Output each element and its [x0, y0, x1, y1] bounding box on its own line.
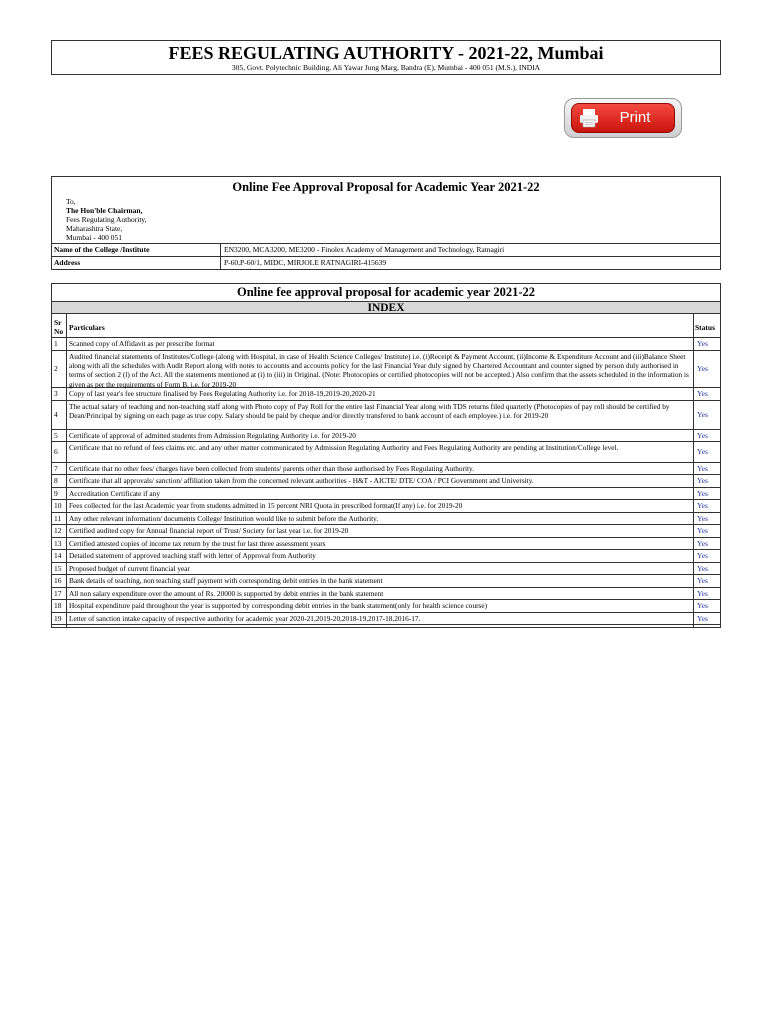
table-row [52, 513, 720, 526]
row-status-link[interactable]: Yes [697, 576, 708, 586]
row-number: 13 [54, 538, 62, 548]
row-particulars: Accreditation Certificate if any [69, 488, 160, 498]
col-sr-header: Sr No [54, 318, 64, 336]
printer-icon [578, 107, 600, 129]
row-number: 19 [54, 613, 62, 623]
row-particulars: Proposed budget of current financial year [69, 563, 190, 573]
row-number: 12 [54, 526, 62, 536]
index-band-label: INDEX [367, 302, 405, 314]
row-number: 6 [54, 447, 58, 457]
row-status-link[interactable]: Yes [697, 430, 708, 440]
row-status-link[interactable]: Yes [697, 601, 708, 611]
table-row [52, 613, 720, 626]
row-status-link[interactable]: Yes [697, 339, 708, 349]
header-box [51, 40, 721, 75]
to-line: Mumbai - 400 051 [66, 233, 123, 242]
row-status-link[interactable]: Yes [697, 613, 708, 623]
row-number: 10 [54, 501, 62, 511]
row-number: 16 [54, 576, 62, 586]
college-row [52, 243, 720, 256]
table-row [52, 463, 720, 476]
row-number: 14 [54, 551, 62, 561]
row-number: 7 [54, 463, 58, 473]
to-line: The Hon'ble Chairman, [66, 206, 143, 215]
row-status-link[interactable]: Yes [697, 538, 708, 548]
table-row [52, 488, 720, 501]
index-title: Online fee approval proposal for academic year 2021-22 [236, 285, 536, 299]
row-number: 18 [54, 601, 62, 611]
address-value: P-60,P-60/1, MIDC, MIRJOLE RATNAGIRI-415639 [224, 258, 387, 267]
row-particulars: Certificate that all approvals/ sanction/ affiliation taken from the concerned relevant authorities - H&T - AICTE/ DTE/ COA / PCI Government and University. [69, 476, 534, 486]
table-row [52, 351, 720, 389]
table-row [52, 338, 720, 351]
row-number: 15 [54, 563, 62, 573]
row-number: 11 [54, 513, 62, 523]
authority-address: 305, Govt. Polytechnic Building, Ali Yawar Jung Marg, Bandra (E), Mumbai - 400 051 (M.S.), INDIA [231, 63, 541, 72]
table-row [52, 401, 720, 430]
col-particulars-header: Particulars [69, 323, 105, 332]
to-line: Maharashtra State, [66, 224, 123, 233]
proposal-title: Online Fee Approval Proposal for Academic Year 2021-22 [232, 180, 540, 194]
row-status-link[interactable]: Yes [697, 501, 708, 511]
row-number: 2 [54, 364, 58, 374]
row-status-link[interactable]: Yes [697, 447, 708, 457]
table-row [52, 388, 720, 401]
table-header-row [52, 314, 720, 338]
divider [220, 257, 221, 270]
page-title: FEES REGULATING AUTHORITY - 2021-22, Mumbai [168, 43, 604, 63]
to-line: To, [66, 197, 76, 206]
row-particulars: Fees collected for the last Academic year from students admitted in 15 percent NRI Quota in prescribed format(If any) i.e. for 2019-20 [69, 501, 463, 511]
row-particulars: Detailed statement of approved teaching staff with letter of Approval from Authority [69, 551, 316, 561]
index-table [51, 283, 721, 628]
row-particulars: Certificate that no other fees/ charges have been collected from students/ parents other than those authorised by Fees Regulating Authority. [69, 463, 475, 473]
address-row [52, 256, 720, 269]
row-status-link[interactable]: Yes [697, 364, 708, 374]
table-row [52, 430, 720, 443]
row-number: 8 [54, 476, 58, 486]
row-particulars: Certificate of approval of admitted students from Admission Regulating Authority i.e. for 2019-20 [69, 430, 356, 440]
row-status-link[interactable]: Yes [697, 551, 708, 561]
row-particulars: Certified audited copy for Annual financial report of Trust/ Society for last year i.e. for 2019-20 [69, 526, 349, 536]
college-value: EN3200, MCA3200, ME3200 - Finolex Academy of Management and Technology, Ratnagiri [224, 245, 505, 254]
row-number: 5 [54, 430, 58, 440]
row-status-link[interactable]: Yes [697, 526, 708, 536]
table-row [52, 538, 720, 551]
table-row [52, 525, 720, 538]
print-button-label: Print [619, 109, 651, 126]
row-status-link[interactable]: Yes [697, 513, 708, 523]
row-number: 3 [54, 389, 58, 399]
row-number: 17 [54, 588, 62, 598]
row-particulars: Bank details of teaching, non teaching staff payment with corresponding debit entries in the bank statement [69, 576, 383, 586]
table-row [52, 475, 720, 488]
row-status-link[interactable]: Yes [697, 389, 708, 399]
table-row [52, 550, 720, 563]
row-particulars: The actual salary of teaching and non-teaching staff along with Photo copy of Pay Roll for the entire last Financial Year along with TDS returns filed quarterly (Photocopies of pay roll should be certified by Dean/Principal by signing on each page as true copy. Salary should be paid by cheque and/or directly transfered to bank account of each employee.) i.e. for 2019-20 [69, 401, 670, 420]
to-line: Fees Regulating Authority, [66, 215, 147, 224]
print-button[interactable] [564, 98, 682, 138]
row-particulars: Letter of sanction intake capacity of respective authority for academic year 2020-21,2019-20,2018-19,2017-18,2016-17. [69, 613, 421, 623]
row-particulars: Certified attested copies of income tax return by the trust for last three assessment years [69, 538, 326, 548]
row-status-link[interactable]: Yes [697, 463, 708, 473]
row-status-link[interactable]: Yes [697, 488, 708, 498]
row-particulars: Scanned copy of Affidavit as per prescribe format [69, 339, 215, 349]
row-number: 1 [54, 339, 58, 349]
address-label: Address [54, 258, 81, 267]
row-particulars: Audited financial statements of Institutes/College (along with Hospital, in case of Health Science Colleges/ Institute) i.e. (i)Receipt & Payment Account, (ii)Income & Expenditure Account and (iii)Balance Sheet along with all the schedules with Audit Report along with notes to accounts and accounts policy for the last Financial Year duly signed by Chartered Accountant and counter signed by person duly authorised in terms of section 2 (l) of the Act. All the statements mentioned at (i) to (iii) in Original. (Note: Photocopies or certified photocopies will not be accepted.) Also confirm that the assets scheduled in the information is given as per the requirements of Form B. i.e. for 2019-20 [69, 351, 689, 389]
table-row [52, 600, 720, 613]
row-status-link[interactable]: Yes [697, 563, 708, 573]
row-number: 4 [54, 410, 58, 419]
table-row [52, 442, 720, 463]
row-particulars: Certificate that no refund of fees claims etc. and any other matter communicated by Admission Regulating Authority and Fees Regulating Authority are pending at Institution/College level. [69, 443, 619, 452]
table-row [52, 500, 720, 513]
index-band [52, 301, 720, 314]
row-particulars: Any other relevant information/ documents College/ Institution would like to submit before the Authority. [69, 513, 379, 523]
col-status-header: Status [695, 323, 716, 332]
table-row [52, 588, 720, 601]
print-button-face[interactable] [571, 103, 675, 133]
table-row [52, 575, 720, 588]
row-particulars: Hospital expenditure paid throughout the year is supported by corresponding debit entries in the bank statement(only for health science course) [69, 601, 488, 611]
row-status-link[interactable]: Yes [697, 476, 708, 486]
row-status-link[interactable]: Yes [697, 588, 708, 598]
row-number: 9 [54, 488, 58, 498]
table-row [52, 563, 720, 576]
row-status-link[interactable]: Yes [697, 410, 708, 419]
row-particulars: Copy of last year's fee structure finalised by Fees Regulating Authority i.e. for 2018-19,2019-20,2020-21 [69, 389, 376, 399]
table-body [52, 338, 720, 628]
college-label: Name of the College /Institute [54, 245, 150, 254]
proposal-box [51, 176, 721, 270]
row-particulars: All non salary expenditure over the amount of Rs. 20000 is supported by debit entries in the bank statement [69, 588, 384, 598]
